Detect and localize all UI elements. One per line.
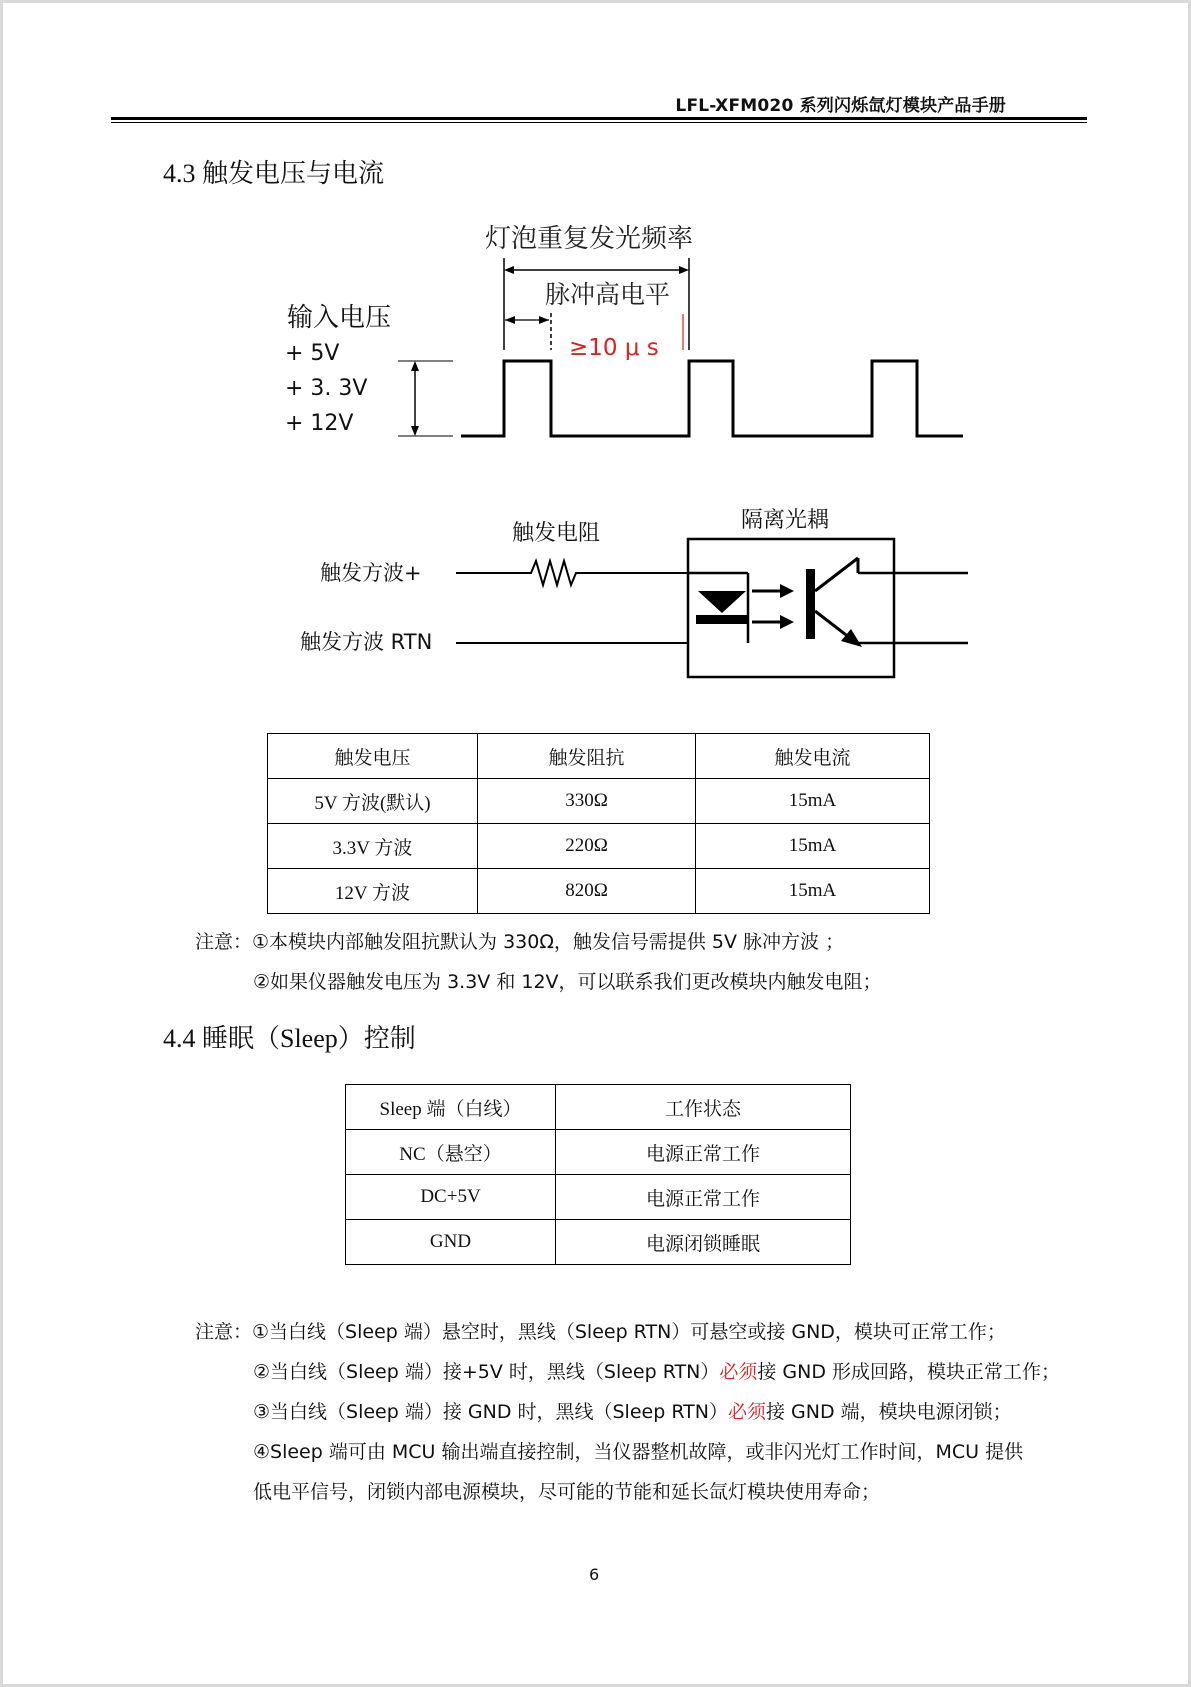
note-44-line1: ①当白线（Sleep 端）悬空时，黑线（Sleep RTN）可悬空或接 GND，模块可正常工作； [252,1321,1006,1343]
note-43-line2: ②如果仪器触发电压为 3.3V 和 12V，可以联系我们更改模块内触发电阻； [253,971,882,993]
header-title: LFL-XFM020 系列闪烁氙灯模块产品手册 [675,96,1006,116]
table-cell: 电源正常工作 [556,1130,851,1175]
led-icon [698,591,746,613]
section-44-title: 4.4 睡眠（Sleep）控制 [163,1024,416,1053]
table-cell: 12V 方波 [268,869,478,914]
table-cell: 5V 方波(默认) [268,779,478,824]
phototransistor-icon [806,569,815,639]
note-prefix: 注意： [195,931,253,953]
optocoupler-label: 隔离光耦 [741,508,830,533]
note-44-line5: 低电平信号，闭锁内部电源模块，尽可能的节能和延长氙灯模块使用寿命； [253,1481,881,1503]
page-number: 6 [589,1565,600,1584]
input-voltage-title: 输入电压 [287,303,392,333]
voltage-3v3: + 3. 3V [285,376,368,401]
table-cell: NC（悬空） [346,1130,556,1175]
table-cell: 3.3V 方波 [268,824,478,869]
notes-43 [195,922,882,1002]
note-prefix: 注意： [195,1321,253,1343]
note-43-line1: ①本模块内部触发阻抗默认为 330Ω，触发信号需提供 5V 脉冲方波 ； [252,931,845,953]
table-cell: 电源正常工作 [556,1175,851,1220]
sleep-header-terminal: Sleep 端（白线） [346,1085,556,1130]
notes-44 [195,1312,1095,1512]
header-rule-thin [111,122,1087,123]
table-cell: 15mA [696,869,930,914]
table-cell: 电源闭锁睡眠 [556,1220,851,1265]
pulse-label: 脉冲高电平 [545,280,671,309]
trigger-header-impedance: 触发阻抗 [478,734,696,779]
trigger-rtn-label: 触发方波 RTN [300,630,433,654]
circuit-diagram [288,503,988,693]
note-44-line3: ③当白线（Sleep 端）接 GND 时，黑线（Sleep RTN）必须接 GND 端，模块电源闭锁； [253,1401,1012,1423]
freq-label: 灯泡重复发光频率 [485,224,694,254]
sleep-table [345,1084,851,1265]
voltage-12v: + 12V [285,411,354,436]
table-cell: 820Ω [478,869,696,914]
resistor-label: 触发电阻 [512,521,601,546]
table-cell: 220Ω [478,824,696,869]
trigger-plus-label: 触发方波+ [320,561,422,585]
resistor-symbol [456,561,688,585]
section-43-title: 4.3 触发电压与电流 [163,159,385,188]
pulse-width: ≥10 μ s [569,335,659,361]
document-page [3,3,1188,1684]
emphasis-must: 必须 [719,1361,758,1383]
table-cell: 15mA [696,824,930,869]
header-rule-thick [111,117,1087,120]
emphasis-must: 必须 [727,1401,766,1423]
trigger-header-voltage: 触发电压 [268,734,478,779]
note-44-line4: ④Sleep 端可由 MCU 输出端直接控制，当仪器整机故障，或非闪光灯工作时间，MCU 提供 [253,1441,1024,1463]
table-cell: DC+5V [346,1175,556,1220]
note-44-line2: ②当白线（Sleep 端）接+5V 时，黑线（Sleep RTN）必须接 GND 形成回路，模块正常工作； [253,1361,1061,1383]
trigger-header-current: 触发电流 [696,734,930,779]
trigger-table [267,733,930,914]
sleep-header-status: 工作状态 [556,1085,851,1130]
timing-diagram [273,218,973,448]
table-cell: 15mA [696,779,930,824]
table-cell: 330Ω [478,779,696,824]
voltage-5v: + 5V [285,341,340,366]
table-cell: GND [346,1220,556,1265]
